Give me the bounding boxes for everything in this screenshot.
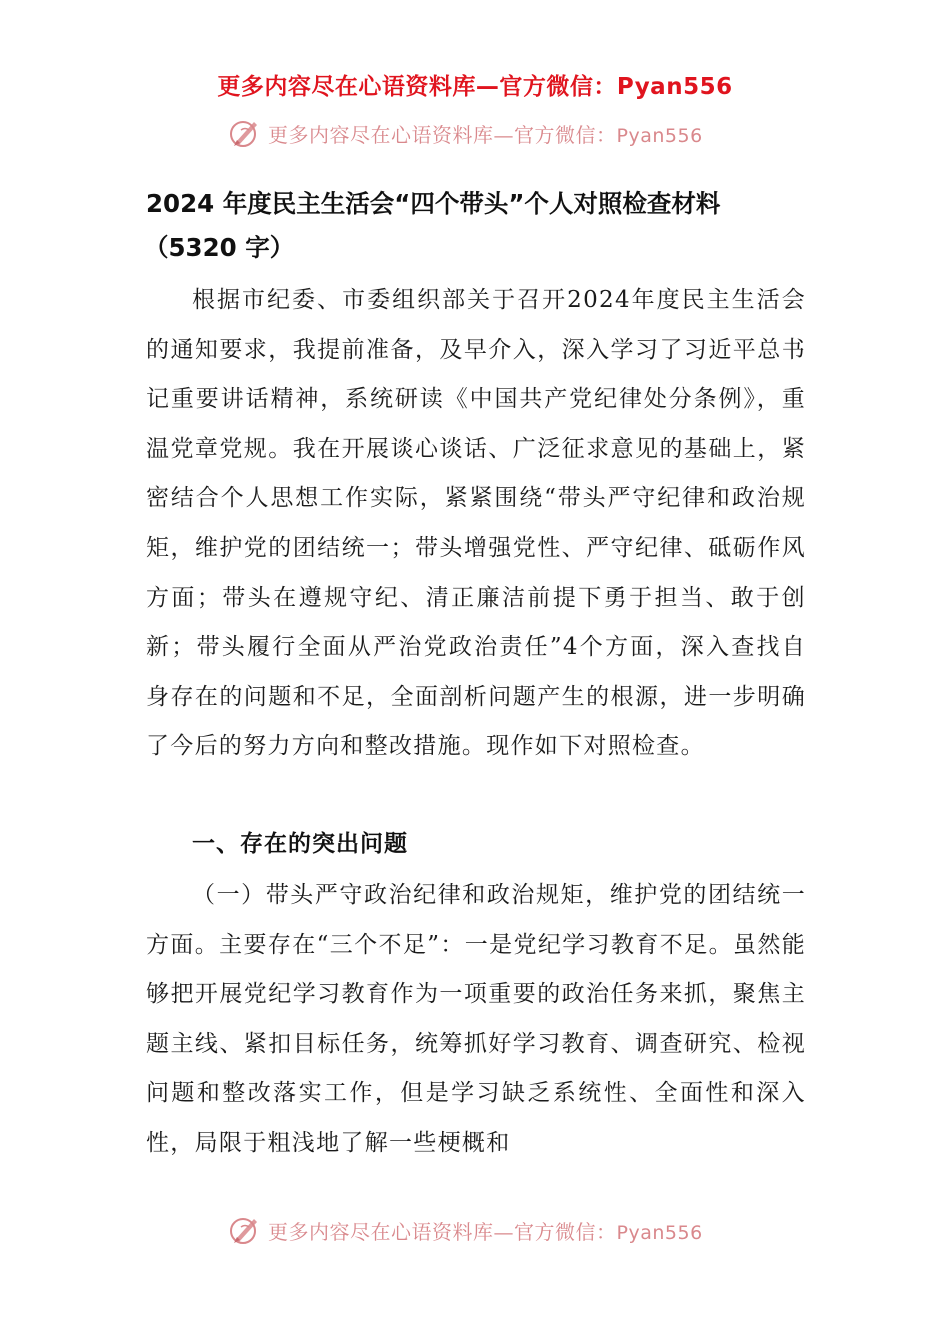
top-banner: 更多内容尽在心语资料库—官方微信：Pyan556	[217, 74, 733, 100]
section1-body	[146, 871, 806, 1169]
title-line2: （5320 字）	[144, 233, 295, 262]
watermark-en: Pyan556	[616, 1221, 703, 1244]
watermark-text	[268, 1216, 703, 1245]
watermark-text	[268, 119, 703, 148]
watermark-cn: 更多内容尽在心语资料库—官方微信：	[268, 1219, 617, 1244]
watermark-header	[228, 113, 788, 153]
watermark-cn: 更多内容尽在心语资料库—官方微信：	[268, 122, 617, 147]
pen-logo-icon	[228, 1213, 262, 1247]
intro-paragraph: 根据市纪委、市委组织部关于召开2024年度民主生活会的通知要求，我提前准备，及早介入，深入学习了习近平总书记重要讲话精神，系统研读《中国共产党纪律处分条例》，重温党章党规。我在开展谈心谈话、广泛征求意见的基础上，紧密结合个人思想工作实际，紧紧围绕“带头严守纪律和政治规矩，维护党的团结统一；带头增强党性、严守纪律、砥砺作风方面；带头在遵规守纪、清正廉洁前提下勇于担当、敢于创新；带头履行全面从严治党政治责任”4个方面，深入查找自身存在的问题和不足，全面剖析问题产生的根源，进一步明确了今后的努力方向和整改措施。现作如下对照检查。	[146, 287, 806, 760]
pen-logo-icon	[228, 116, 262, 150]
title-line1: 2024 年度民主生活会“四个带头”个人对照检查材料	[146, 189, 721, 218]
document-title	[146, 182, 826, 270]
watermark-en: Pyan556	[616, 124, 703, 147]
section1-paragraph: （一）带头严守政治纪律和政治规矩，维护党的团结统一方面。主要存在“三个不足”：一是党纪学习教育不足。虽然能够把开展党纪学习教育作为一项重要的政治任务来抓，聚焦主题主线、紧扣目标任务，统筹抓好学习教育、调查研究、检视问题和整改落实工作，但是学习缺乏系统性、全面性和深入性，局限于粗浅地了解一些梗概和	[146, 882, 806, 1156]
watermark-footer	[228, 1210, 788, 1250]
intro-section	[146, 276, 806, 772]
section1-heading: 一、存在的突出问题	[192, 831, 408, 857]
